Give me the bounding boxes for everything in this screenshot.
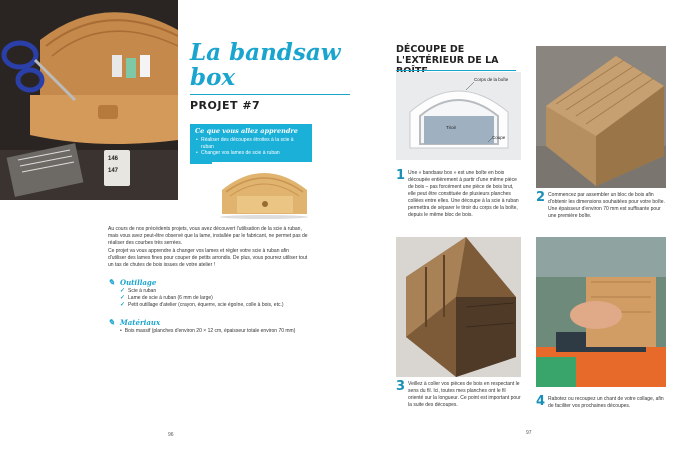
tape-number: 147	[108, 168, 119, 174]
step-text: Rabotez ou recoupez un chant de votre collage, afin de faciliter vos prochaines découpes.	[548, 396, 664, 409]
step-text: Veillez à coller vos pièces de bois en respectant le sens du fil. Ici, toutes mes planches ont le fil orienté sur la longueur. Ce point est important pour la suite des découpes.	[408, 381, 521, 408]
step-number: 1	[396, 168, 406, 183]
box-diagram	[396, 72, 521, 160]
title-divider	[190, 94, 350, 95]
step-2	[536, 192, 666, 220]
tool-item-label: Petit outillage d'atelier (crayon, équerre, scie égoïne, colle à bois, etc.)	[128, 302, 284, 308]
photo-glued-planks	[396, 237, 521, 377]
intro-text	[108, 226, 308, 269]
check-icon: ✓	[120, 295, 126, 301]
tool-item	[120, 288, 318, 295]
page-number-left: 96	[168, 432, 174, 438]
material-item	[120, 328, 318, 335]
bullet-icon: •	[120, 328, 122, 334]
diagram-label-body: Corps de la boîte	[474, 77, 509, 82]
step-number: 4	[536, 394, 546, 409]
step-1	[396, 170, 522, 219]
tool-item-label: Scie à ruban	[128, 288, 157, 294]
photo-finished-box	[212, 162, 317, 220]
learn-box-title: Ce que vous allez apprendre	[195, 127, 298, 135]
step-number: 3	[396, 379, 406, 394]
materials-section	[108, 318, 318, 335]
tool-item	[120, 295, 318, 302]
wood-icon: ✎	[108, 317, 115, 327]
learn-box	[190, 124, 312, 164]
step-text: Commencez par assembler un bloc de bois afin d'obtenir les dimensions souhaitées pour votre boîte. Une épaisseur d'environ 70 mm est suffisante pour une première boîte.	[548, 192, 665, 219]
tape-number: 146	[108, 156, 119, 162]
project-label: PROJET #7	[190, 99, 261, 112]
wrench-icon: ✎	[108, 277, 115, 287]
step-text: Une « bandsaw box » est une boîte en bois découpée entièrement à partir d'une même pièce de bois – pas forcément une pièce de bois brut, elle peut être constituée de plusieurs planches collées entre elles. Une découpe à la scie à ruban permettra de séparer le tiroir du corps de la boîte, depuis le même bloc de bois.	[408, 170, 519, 218]
step-4	[536, 396, 666, 410]
learn-item: • Réaliser des découpes étroites à la scie à ruban	[195, 137, 307, 150]
intro-paragraph: Au cours de nos précédents projets, vous avez découvert l'utilisation de la scie à ruban, mais vous avez peut-être observé que la lame, installée par le fabricant, ne permet pas de réaliser des courbes très serrées.	[108, 226, 308, 247]
page-number-right: 97	[526, 430, 532, 436]
step-number: 2	[536, 190, 546, 205]
learn-item: • Changer vos lames de scie à ruban	[195, 150, 307, 157]
photo-planing	[536, 237, 666, 387]
tools-section	[108, 278, 318, 309]
tools-heading-label: Outillage	[120, 278, 157, 287]
section-divider	[396, 70, 516, 71]
tool-item	[120, 302, 318, 309]
check-icon: ✓	[120, 302, 126, 308]
diagram-label-offcut: Coupe	[492, 135, 506, 140]
intro-paragraph: Ce projet va vous apprendre à changer vos lames et régler votre scie à ruban afin d'utiliser des lames fines pour couper de petits arrondis. De plus, vous pourrez utiliser tout un tas de chutes de bois issues de votre atelier !	[108, 247, 308, 269]
tools-heading	[108, 278, 318, 287]
materials-heading	[108, 318, 318, 327]
page-title: La bandsaw box	[190, 39, 341, 91]
step-3	[396, 381, 522, 409]
section-title: DÉCOUPE DE L'EXTÉRIEUR DE LA	[396, 44, 499, 66]
tool-item-label: Lame de scie à ruban (6 mm de large)	[128, 295, 213, 301]
material-item-label: Bois massif (planches d'environ 20 × 12 cm, épaisseur totale environ 70 mm)	[124, 328, 296, 334]
materials-heading-label: Matériaux	[120, 318, 161, 327]
photo-box-sewing	[0, 0, 178, 200]
photo-wood-block	[536, 46, 666, 188]
check-icon: ✓	[120, 288, 126, 294]
diagram-label-drawer: Tiroir	[446, 125, 457, 130]
